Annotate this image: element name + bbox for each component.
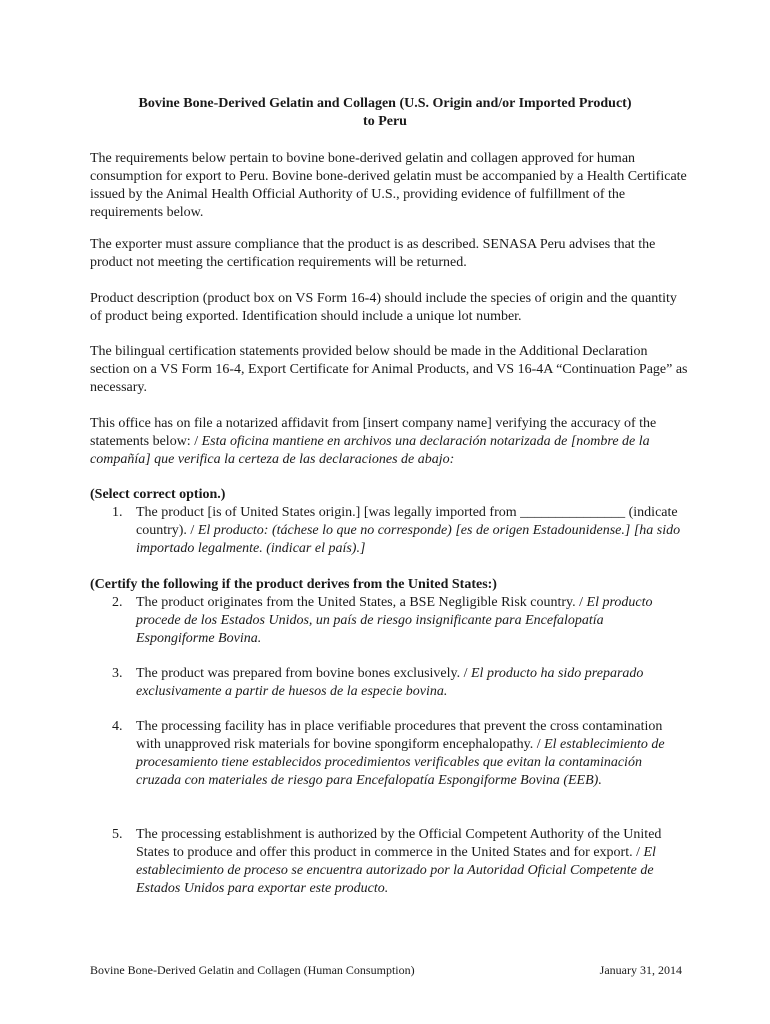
paragraph-exporter: The exporter must assure compliance that the product is as described. SENASA Peru advises that the product not meeting the certification requirements will be returned.	[90, 237, 656, 270]
certify-heading: (Certify the following if the product derives from the United States:)	[90, 577, 497, 592]
item-english: The processing facility has in place verifiable procedures that prevent the cross contamination with unapproved risk materials for bovine spongiform encephalopathy. /	[136, 719, 663, 752]
item-spanish: El producto ha sido preparado exclusivamente a partir de huesos de la especie bovina.	[136, 666, 644, 699]
item-number: 1.	[112, 505, 123, 520]
item-english: The product originates from the United States, a BSE Negligible Risk country. /	[136, 595, 587, 610]
paragraph-product-description: Product description (product box on VS Form 16-4) should include the species of origin and the quantity of product being exported. Identification should include a unique lot number.	[90, 291, 677, 324]
item-spanish: El establecimiento de proceso se encuentra autorizado por la Autoridad Oficial Competente de Estados Unidos para exportar este producto.	[136, 845, 656, 896]
item-number: 2.	[112, 595, 123, 610]
list-item	[112, 826, 682, 898]
affidavit-spanish: Esta oficina mantiene en archivos una declaración notarizada de [nombre de la compañía] que verifica la certeza de las declaraciones de abajo:	[90, 434, 650, 467]
affidavit-english: This office has on file a notarized affidavit from [insert company name] verifying the accuracy of the statements below: /	[90, 416, 657, 449]
item-number: 4.	[112, 719, 123, 734]
list-item	[112, 718, 682, 790]
document-title	[90, 95, 680, 131]
footer-document-name: Bovine Bone-Derived Gelatin and Collagen (Human Consumption)	[90, 963, 415, 977]
item-number: 3.	[112, 666, 123, 681]
item-spanish: El producto procede de los Estados Unidos, un país de riesgo insignificante para Encefalopatía Espongiforme Bovina.	[136, 595, 653, 646]
list-item	[112, 665, 682, 701]
paragraph-affidavit	[90, 415, 690, 469]
item-english: The processing establishment is authorized by the Official Competent Authority of the United States to produce and offer this product in commerce in the United States and for export. /	[136, 827, 662, 860]
list-item	[112, 594, 682, 648]
item-spanish: El producto: (táchese lo que no corresponde) [es de origen Estadounidense.] [ha sido importado legalmente. (indicar el país).]	[136, 523, 681, 556]
footer-date: January 31, 2014	[599, 963, 682, 977]
item-spanish: El establecimiento de procesamiento tiene establecidos procedimientos verificables que evitan la contaminación cruzada con materiales de riesgo para Encefalopatía Espongiforme Bovina (EEB).	[136, 737, 665, 788]
paragraph-requirements: The requirements below pertain to bovine bone-derived gelatin and collagen approved for human consumption for export to Peru. Bovine bone-derived gelatin must be accompanied by a Health Certificate issued by the Animal Health Official Authority of U.S., providing evidence of fulfillment of the requirements below.	[90, 151, 687, 220]
item-number: 5.	[112, 827, 123, 842]
list-item	[112, 504, 682, 558]
item-english: The product [is of United States origin.] [was legally imported from _______________ (indicate country). /	[136, 505, 678, 538]
select-option-heading: (Select correct option.)	[90, 487, 226, 502]
title-line-1: Bovine Bone-Derived Gelatin and Collagen (U.S. Origin and/or Imported Product)	[138, 96, 632, 111]
paragraph-bilingual-statements: The bilingual certification statements provided below should be made in the Additional Declaration section on a VS Form 16-4, Export Certificate for Animal Products, and VS 16-4A “Continuation Page” as necessary.	[90, 344, 688, 395]
title-line-2: to Peru	[363, 114, 407, 129]
item-english: The product was prepared from bovine bones exclusively. /	[136, 666, 471, 681]
